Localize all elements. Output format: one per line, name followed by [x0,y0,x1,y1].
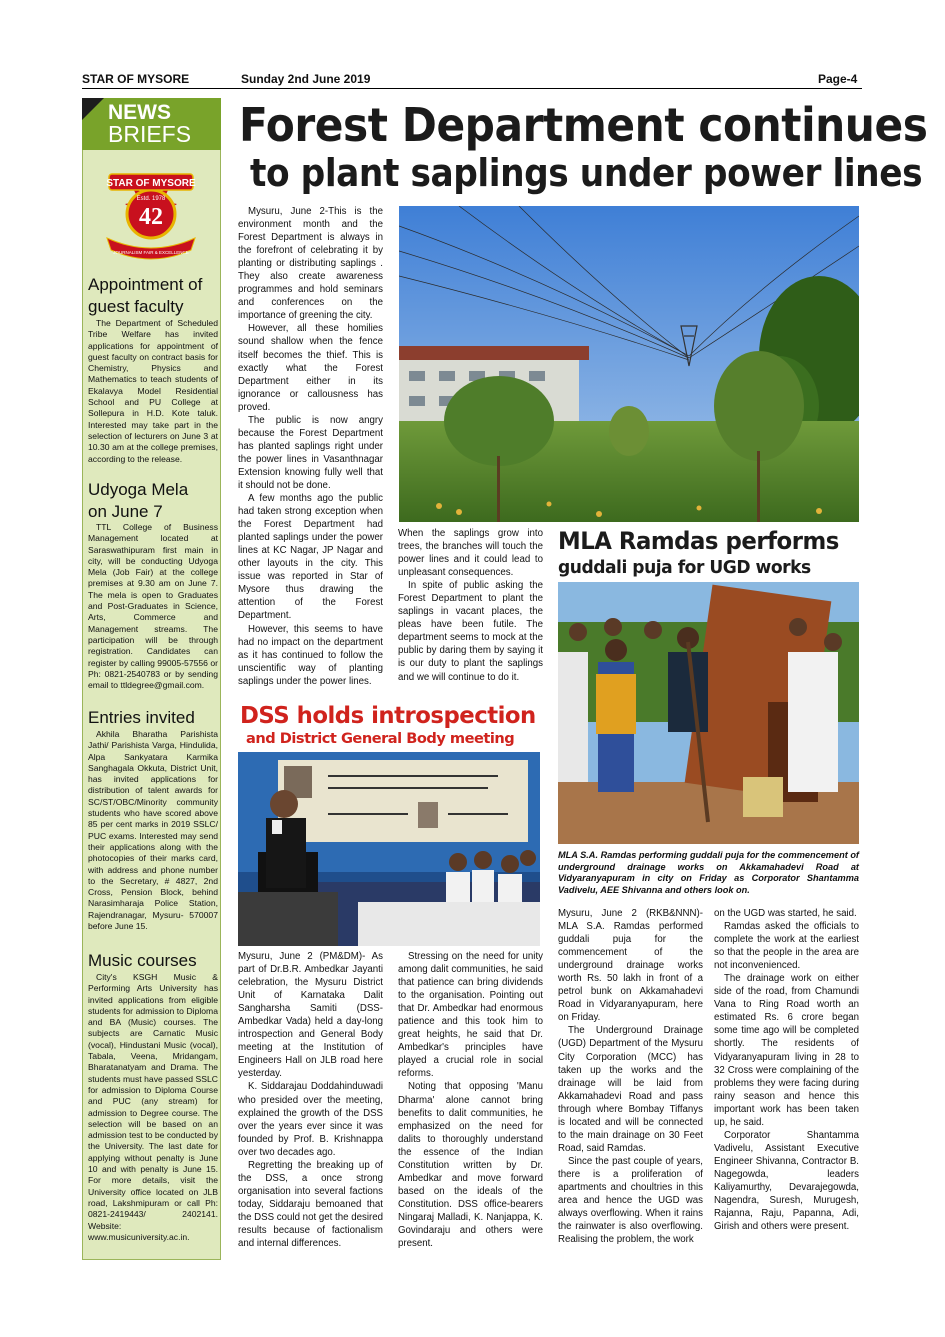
star-of-mysore-42-logo [95,160,207,270]
brief-3-body: Akhila Bharatha Parishista Jathi/ Parishista Varga, Hindulida, Alpa Sankyatara Karmika Sanghagala Okkuta, District Unit, has invited applications for distribution of talent awards for SC/ST/OBC/Minority community students who have scored above 85 per cent marks in 2019 SSLC/ PUC exams. Interested may send their applications along with the photocopies of their marks card, with address and phone number to the Secretary, # 4827, 2nd Cross, Pension Block, behind Narasimharaja Police Station, Rajendranagar, Mysuru- 570007 before June 15. [88,729,218,932]
brief-4-body: City's KSGH Music & Performing Arts University has invited applications from eligible students for admission to Diploma and BA (Music) courses. The subjects are Carnatic Music (vocal), Hindustani Music (vocal), Tabala, Veena, Mridangam, Bharatanatyam and Drama. The students must have passed SSLC for admission to Diploma Course and PUC (any stream) for admission to Degree course. The selection will be based on an admission test to be conducted by the University. The last date for applying without penalty is June 10 and with penalty is June 15. For more details, visit the University office located on JLB road, Lakshmipuram or call Ph: 0821-2419443/ 2402141. Website: www.musicuniversity.ac.in. [88,972,218,1242]
forest-headline-line2: to plant saplings under power lines [250,151,923,195]
dss-meeting-photo [238,752,540,946]
briefs-label: BRIEFS [108,121,192,147]
brief-4-title: Music courses [88,951,197,970]
page-number: Page-4 [818,72,858,86]
dss-headline-line2: and District General Body meeting [246,730,515,747]
ugd-article-col1: Mysuru, June 2 (RKB&NNN)- MLA S.A. Ramdas performed guddali puja for the commencement of the underground drainage works worth Rs. 50 lakh in front of a petrol bunk on Akkamahadevi Road in Vidyaranyapuram, here on Friday. The Underground Drainage (UGD) Department of the Mysuru City Corporation (MCC) has taken up the works and the drainage will be laid from Akkamahadevi Road and pass through where Bombay Tiffanys is located and will be connected to the main drainage on 30 Feet Road, said Ramdas. Since the past couple of years, there is a proliferation of apartments and choultries in this area and hence the UGD was always overflowing. When it rains the rainwater is also overflowing. Realising the problem, the work [558,908,703,1246]
brief-2-body: TTL College of Business Management located at Saraswathipuram first main in city, will be conducting Udyoga Mela (Job Fair) at the college premises at 9.30 am on June 7. The mela is open to Graduates and Post-Graduates in Science, Arts, Commerce and Management streams. The participation will be through registration. Candidates can register by calling 99005-57556 or Ph: 0821-2540783 or by sending email to ttldegree@gmail.com. [88,522,218,691]
news-label: NEWS [108,101,171,124]
forest-article-col1: Mysuru, June 2-This is the environment month and the Forest Department is always in the forefront of celebrating it by planting or distributing saplings . They also create awareness programmes and hold seminars and conferences on the importance of greening the city. However, all these homilies sound shallow when the fence itself becomes the thief. This is exactly what the Forest Department either in its ignorance or callousness has proved. The public is now angry because the Forest Department has planted saplings right under the power lines in Vasanthnagar Extension knowing fully well that it should not be done. A few months ago the public had taken strong exception when the Forest Department had planted saplings under the power lines at KC Nagar, JP Nagar and other layouts in the city. This issue was reported in Star of Mysore thus drawing the attention of the Forest Department. However, this seems to have had no impact on the department as it has continued to follow the unscientific way of planting saplings under the power lines. [238,206,383,687]
brief-2-title: Udyoga Mela on June 7 [88,480,189,521]
issue-date: Sunday 2nd June 2019 [241,72,371,86]
brief-1-title: Appointment of guest faculty [88,275,203,316]
forest-headline-line1: Forest Department continues [239,98,928,152]
banner-corner [82,98,104,120]
ugd-headline-line2: guddali puja for UGD works [558,557,811,578]
ugd-article-col2: on the UGD was started, he said. Ramdas asked the officials to complete the work at the earliest so that the people in the area are not inconvenienced. The drainage work on either side of the road, from Chamundi Vana to Ring Road worth an estimated Rs. 6 crore began some time ago will be completed shortly. The residents of Vidyaranyapuram living in 28 to 32 Cross were complaining of the problems they were facing during rainy season and hence this important work has been taken up, he said. Corporator Shantamma Vadivelu, Assistant Executive Engineer Shivanna, Contractor B. Nagegowda, leaders Kaliyamurthy, Devarajegowda, Nagendra, Suresh, Murugesh, Rajanna, Raju, Papanna, Adi, Girish and others were present. [714,908,859,1233]
header-rule [82,88,862,89]
brief-1-body: The Department of Scheduled Tribe Welfare has invited applications for appointment of guest faculty on contract basis for Chemistry, Physics and Mathematics to teach students of Ekalavya Model Residential School and PU College at Sollepura in H.D. Kote taluk. Interested may take part in the selection of lecturers on June 3 at 10.30 am at the college premises, according to the release. [88,318,218,464]
svg-text:STAR OF MYSORE: STAR OF MYSORE [106,178,196,189]
svg-text:JOURNALISM FAIR & EXCELLENCE: JOURNALISM FAIR & EXCELLENCE [113,250,189,255]
dss-article-col1: Mysuru, June 2 (PM&DM)- As part of Dr.B.R. Ambedkar Jayanti celebration, the Mysuru District Unit of Karnataka Dalit Sangharsha Samiti (DSS-Ambedkar Vada) held a day-long introspection and General Body meeting at the Institution of Engineers Hall on JLB road here yesterday. K. Siddarajau Doddahinduwadi who presided over the meeting, explained the growth of the DSS over the years ever since it was founded by Prof. B. Krishnappa over two decades ago. Regretting the breaking up of the DSS, a once strong organisation into several factions today, Siddaraju bemoaned that the DSS could not get the desired results because of factionalism and internal differences. [238,951,383,1250]
forest-saplings-photo [399,206,859,522]
ugd-headline-line1: MLA Ramdas performs [558,527,839,555]
forest-article-col2: When the saplings grow into trees, the branches will touch the power lines and it could lead to unpleasant consequences. In spite of public asking the Forest Department to plant the saplings in vacant places, the pleas have been futile. The department seems to mock at the public by daring them by saying it is our duty to plant the saplings and we will continue to do it. [398,528,543,683]
dss-article-col2: Stressing on the need for unity among dalit communities, he said that patience can bring dividends to the organisation. Pointing out that Dr. Ambedkar had enormous patience and this took him to great heights, he said that Dr. Ambedkar's principles have played a crucial role in social reforms. Noting that opposing 'Manu Dharma' alone cannot bring benefits to dalit communities, he emphasized on the need for dalits to thoroughly understand the essence of the Indian Constitution written by Dr. Ambedkar and move forward based on the ideals of the Constitution. DSS office-bearers Ningaraj Malladi, K. Nanjappa, K. Govindaraju and others were present. [398,951,543,1250]
dss-headline-line1: DSS holds introspection [240,703,536,729]
newspaper-name: STAR OF MYSORE [82,72,190,86]
guddali-puja-photo [558,582,859,844]
svg-text:Estd. 1978: Estd. 1978 [136,196,166,202]
svg-text:42: 42 [139,204,163,230]
ugd-photo-caption: MLA S.A. Ramdas performing guddali puja for the commencement of underground drainage works on Akkamahadevi Road at Vidyaranyapuram in city on Friday as Corporator Shantamma Vadivelu, AEE Shivanna and others look on. [558,850,859,895]
brief-3-title: Entries invited [88,708,195,727]
